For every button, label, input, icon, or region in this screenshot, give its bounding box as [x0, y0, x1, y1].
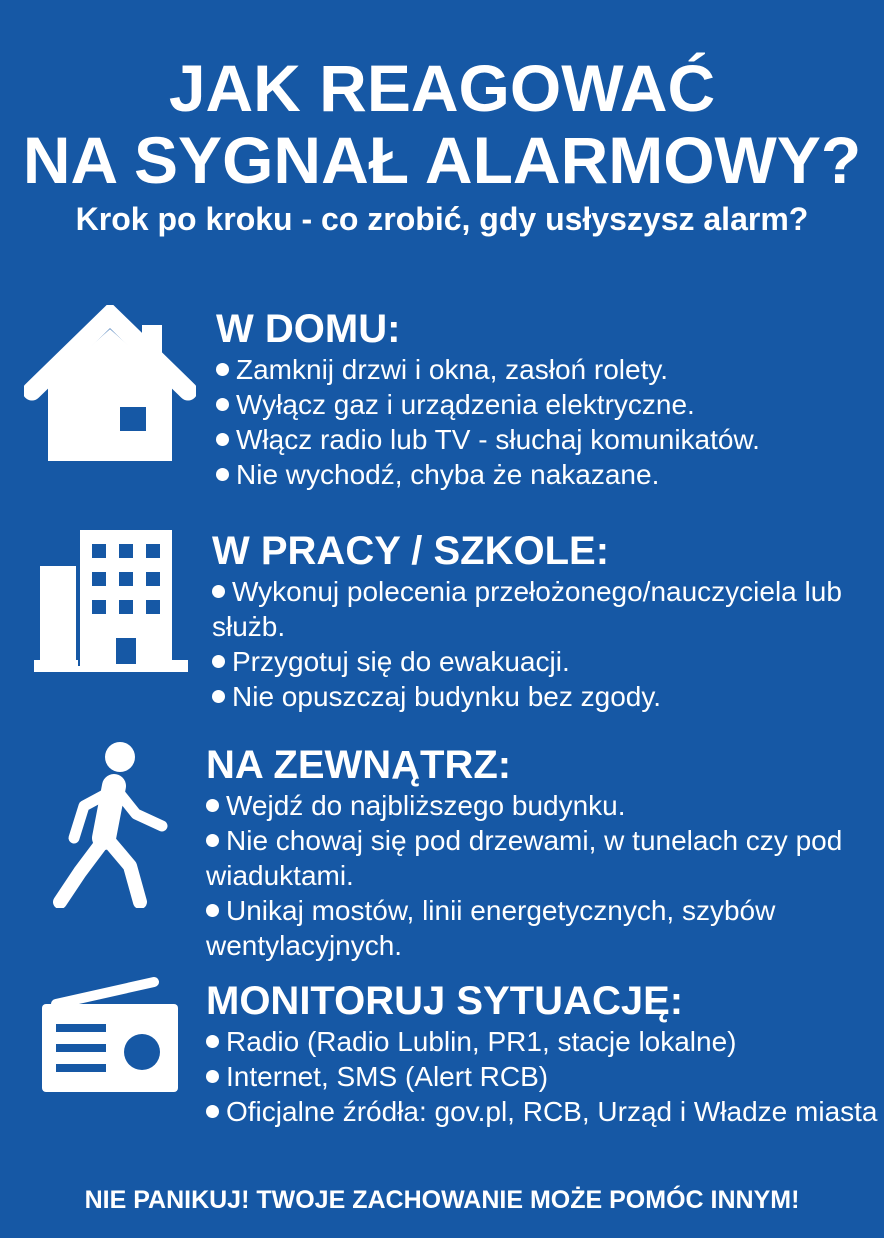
list-item: Unikaj mostów, linii energetycznych, szybów wentylacyjnych. [206, 895, 776, 961]
section-monitor-list [206, 1024, 880, 1129]
bullet-icon [206, 799, 219, 812]
section-outside [206, 742, 880, 963]
poster-subtitle: Krok po kroku - co zrobić, gdy usłyszysz alarm? [75, 201, 809, 237]
bullet-icon [206, 834, 219, 847]
section-monitor-heading: MONITORUJ SYTUACJĘ: [206, 979, 684, 1023]
section-work-school-heading: W PRACY / SZKOLE: [212, 529, 610, 573]
bullet-icon [206, 1035, 219, 1048]
section-home [216, 306, 876, 492]
list-item: Oficjalne źródła: gov.pl, RCB, Urząd i Władze miasta [206, 1094, 880, 1129]
bullet-icon [216, 398, 229, 411]
section-work-school [212, 528, 880, 714]
walking-person-icon [50, 742, 174, 908]
list-item: Zamknij drzwi i okna, zasłoń rolety. [216, 352, 876, 387]
poster-title-line-1: JAK REAGOWAĆ [168, 51, 716, 125]
bullet-icon [212, 690, 225, 703]
list-item: Nie chowaj się pod drzewami, w tunelach czy pod wiaduktami. [206, 825, 843, 891]
list-item: Wejdź do najbliższego budynku. [206, 788, 880, 823]
section-monitor [206, 978, 880, 1129]
radio-icon [42, 974, 182, 1094]
house-icon [24, 305, 196, 465]
list-item: Nie opuszczaj budynku bez zgody. [212, 679, 880, 714]
section-outside-heading: NA ZEWNĄTRZ: [206, 743, 512, 787]
bullet-icon [206, 1105, 219, 1118]
section-home-heading: W DOMU: [216, 307, 401, 351]
list-item: Włącz radio lub TV - słuchaj komunikatów. [216, 422, 876, 457]
bullet-icon [206, 1070, 219, 1083]
list-item: Radio (Radio Lublin, PR1, stacje lokalne) [206, 1024, 880, 1059]
bullet-icon [216, 433, 229, 446]
section-outside-list [206, 788, 880, 963]
list-item: Przygotuj się do ewakuacji. [212, 644, 880, 679]
list-item: Wyłącz gaz i urządzenia elektryczne. [216, 387, 876, 422]
poster-title-line-2: NA SYGNAŁ ALARMOWY? [22, 123, 862, 197]
section-home-list [216, 352, 876, 492]
office-building-icon [34, 530, 188, 672]
list-item: Wykonuj polecenia przełożonego/nauczyciela lub służb. [212, 576, 842, 642]
bullet-icon [212, 585, 225, 598]
bullet-icon [216, 363, 229, 376]
footer-message: NIE PANIKUJ! TWOJE ZACHOWANIE MOŻE POMÓC INNYM! [84, 1186, 800, 1214]
bullet-icon [216, 468, 229, 481]
bullet-icon [206, 904, 219, 917]
section-work-school-list [212, 574, 880, 714]
list-item: Nie wychodź, chyba że nakazane. [216, 457, 876, 492]
bullet-icon [212, 655, 225, 668]
list-item: Internet, SMS (Alert RCB) [206, 1059, 880, 1094]
